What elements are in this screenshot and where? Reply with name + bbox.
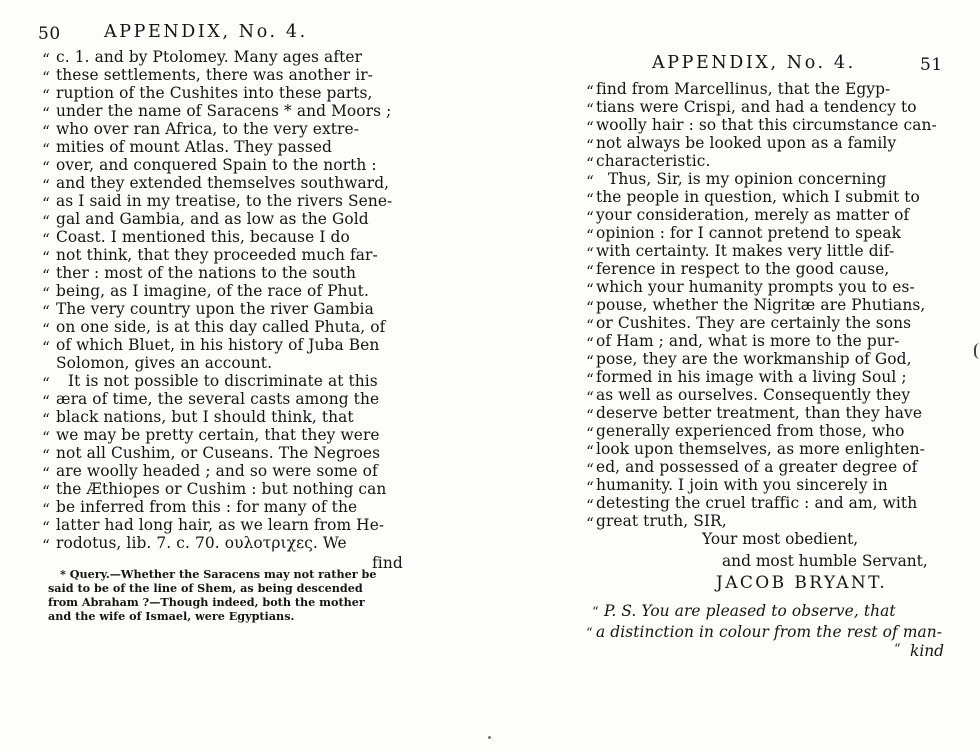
quote-mark: “ xyxy=(592,605,599,620)
quote-mark: “ xyxy=(42,195,50,213)
quote-mark: “ xyxy=(42,465,50,483)
quote-mark: “ xyxy=(42,87,50,105)
text-line: not always be looked upon as a family xyxy=(596,134,897,152)
quote-mark: “ xyxy=(42,213,50,231)
text-line: formed in his image with a living Soul ; xyxy=(596,368,907,386)
quote-mark: “ xyxy=(42,339,50,357)
text-line: and they extended themselves southward, xyxy=(56,174,390,192)
text-line: detesting the cruel traffic : and am, with xyxy=(596,494,918,512)
quote-mark: “ xyxy=(42,429,50,447)
text-line: under the name of Saracens * and Moors ; xyxy=(56,102,392,120)
text-line: the people in question, which I submit to xyxy=(596,188,920,206)
text-line: not think, that they proceeded much far- xyxy=(56,246,378,264)
quote-mark: “ xyxy=(586,83,594,101)
quote-mark: “ xyxy=(42,285,50,303)
text-line: find from Marcellinus, that the Egyp- xyxy=(596,80,891,98)
text-line: The very country upon the river Gambia xyxy=(56,300,374,318)
quote-mark: “ xyxy=(42,105,50,123)
text-line: Coast. I mentioned this, because I do xyxy=(56,228,350,246)
text-line: tians were Crispi, and had a tendency to xyxy=(596,98,917,116)
running-head-right: APPENDIX, No. 4. xyxy=(652,53,856,73)
text-line: of Ham ; and, what is more to the pur- xyxy=(596,332,900,350)
text-line: Thus, Sir, is my opinion concerning xyxy=(608,170,887,188)
text-line: who over ran Africa, to the very extre- xyxy=(56,120,360,138)
quote-mark: “ xyxy=(586,209,594,227)
quote-mark: “ xyxy=(586,371,594,389)
text-line: humanity. I join with you sincerely in xyxy=(596,476,888,494)
quote-mark: “ xyxy=(42,159,50,177)
signature: JACOB BRYANT. xyxy=(716,573,888,593)
postscript-line: P. S. You are pleased to observe, that xyxy=(604,602,896,620)
quote-mark: “ xyxy=(586,101,594,119)
footnote-line: and the wife of Ismael, were Egyptians. xyxy=(48,609,295,623)
quote-mark: “ xyxy=(586,317,594,335)
quote-mark: “ xyxy=(42,249,50,267)
text-line: Solomon, gives an account. xyxy=(56,354,273,372)
quote-mark: “ xyxy=(42,411,50,429)
text-line: as well as ourselves. Consequently they xyxy=(596,386,911,404)
closing-line-2: and most humble Servant, xyxy=(722,552,928,570)
quote-mark: “ xyxy=(42,123,50,141)
quote-mark: “ xyxy=(42,321,50,339)
text-line: we may be pretty certain, that they were xyxy=(56,426,380,444)
quote-mark: “ xyxy=(42,537,50,555)
text-line: opinion : for I cannot pretend to speak xyxy=(596,224,902,242)
right-page xyxy=(490,0,980,752)
show-through-ghost-text xyxy=(720,14,725,29)
quote-mark: “ xyxy=(42,177,50,195)
postscript-line: a distinction in colour from the rest of man- xyxy=(596,623,943,641)
text-line: not all Cushim, or Cuseans. The Negroes xyxy=(56,444,381,462)
page-number-left: 50 xyxy=(38,24,61,44)
text-line: pouse, whether the Nigritæ are Phutians, xyxy=(596,296,926,314)
text-line: of which Bluet, in his history of Juba Ben xyxy=(56,336,380,354)
text-line: ruption of the Cushites into these parts, xyxy=(56,84,373,102)
quote-mark: “ xyxy=(42,141,50,159)
text-line: generally experienced from those, who xyxy=(596,422,905,440)
quote-mark: “ xyxy=(586,407,594,425)
text-line: æra of time, the several casts among the xyxy=(56,390,380,408)
quote-mark: “ xyxy=(586,389,594,407)
text-line: look upon themselves, as more enlighten- xyxy=(596,440,925,458)
quote-mark: “ xyxy=(42,393,50,411)
footnote-line: said to be of the line of Shem, as being descended xyxy=(48,581,363,595)
text-line: mities of mount Atlas. They passed xyxy=(56,138,333,156)
text-line: being, as I imagine, of the race of Phut. xyxy=(56,282,369,300)
text-line: great truth, SIR, xyxy=(596,512,727,530)
running-head-left: APPENDIX, No. 4. xyxy=(104,22,308,42)
quote-mark: “ xyxy=(586,119,594,137)
quote-mark: “ xyxy=(586,626,593,641)
quote-mark: “ xyxy=(586,461,594,479)
quote-mark: “ xyxy=(586,263,594,281)
dust-speck xyxy=(488,736,491,739)
text-line: are woolly headed ; and so were some of xyxy=(56,462,378,480)
quote-mark: “ xyxy=(586,281,594,299)
text-line: your consideration, merely as matter of xyxy=(596,206,910,224)
text-line: or Cushites. They are certainly the sons xyxy=(596,314,912,332)
text-line: ed, and possessed of a greater degree of xyxy=(596,458,918,476)
footnote-line: * Query.—Whether the Saracens may not rather be xyxy=(60,567,377,581)
quote-mark: “ xyxy=(42,303,50,321)
text-line: ther : most of the nations to the south xyxy=(56,264,356,282)
text-line: with certainty. It makes very little dif- xyxy=(596,242,895,260)
quote-mark: “ xyxy=(42,501,50,519)
text-line: gal and Gambia, and as low as the Gold xyxy=(56,210,369,228)
text-line: characteristic. xyxy=(596,152,711,170)
catchword-right: kind xyxy=(910,642,945,660)
quote-mark: “ xyxy=(586,299,594,317)
quote-mark: “ xyxy=(42,519,50,537)
quote-mark: “ xyxy=(42,483,50,501)
text-line: ference in respect to the good cause, xyxy=(596,260,890,278)
page-number-right: 51 xyxy=(920,55,943,75)
text-line: rodotus, lib. 7. c. 70. ουλοτριχες. We xyxy=(56,534,347,552)
quote-mark: “ xyxy=(586,443,594,461)
text-line: over, and conquered Spain to the north : xyxy=(56,156,377,174)
quote-mark: “ xyxy=(586,245,594,263)
text-line: on one side, is at this day called Phuta, of xyxy=(56,318,386,336)
quote-mark: “ xyxy=(586,227,594,245)
text-line: It is not possible to discriminate at this xyxy=(68,372,378,390)
text-line: the Æthiopes or Cushim : but nothing can xyxy=(56,480,387,498)
text-line: be inferred from this : for many of the xyxy=(56,498,358,516)
text-line: black nations, but I should think, that xyxy=(56,408,354,426)
quote-mark: “ xyxy=(586,515,594,533)
quote-mark: “ xyxy=(586,353,594,371)
quote-mark: “ xyxy=(586,425,594,443)
text-line: these settlements, there was another ir- xyxy=(56,66,373,84)
quote-mark: “ xyxy=(42,69,50,87)
text-line: as I said in my treatise, to the rivers Sene- xyxy=(56,192,393,210)
quote-mark: “ xyxy=(586,497,594,515)
catchword-left: find xyxy=(372,554,403,572)
quote-mark: “ xyxy=(42,231,50,249)
quote-mark: “ xyxy=(42,375,50,393)
quote-mark: “ xyxy=(586,173,594,191)
text-line: c. 1. and by Ptolomey. Many ages after xyxy=(56,48,363,66)
footnote-line: from Abraham ?—Though indeed, both the mother xyxy=(48,595,365,609)
page-edge-mark xyxy=(974,343,980,359)
quote-mark: “ xyxy=(586,155,594,173)
text-line: which your humanity prompts you to es- xyxy=(596,278,915,296)
text-line: pose, they are the workmanship of God, xyxy=(596,350,912,368)
text-line: latter had long hair, as we learn from He- xyxy=(56,516,385,534)
text-line: woolly hair : so that this circumstance can- xyxy=(596,116,937,134)
closing-line: Your most obedient, xyxy=(702,530,859,548)
quote-mark: “ xyxy=(894,642,901,657)
quote-mark: “ xyxy=(586,191,594,209)
quote-mark: “ xyxy=(586,335,594,353)
quote-mark: “ xyxy=(42,447,50,465)
quote-mark: “ xyxy=(586,479,594,497)
quote-mark: “ xyxy=(42,51,50,69)
text-line: deserve better treatment, than they have xyxy=(596,404,923,422)
quote-mark: “ xyxy=(42,267,50,285)
quote-mark: “ xyxy=(586,137,594,155)
